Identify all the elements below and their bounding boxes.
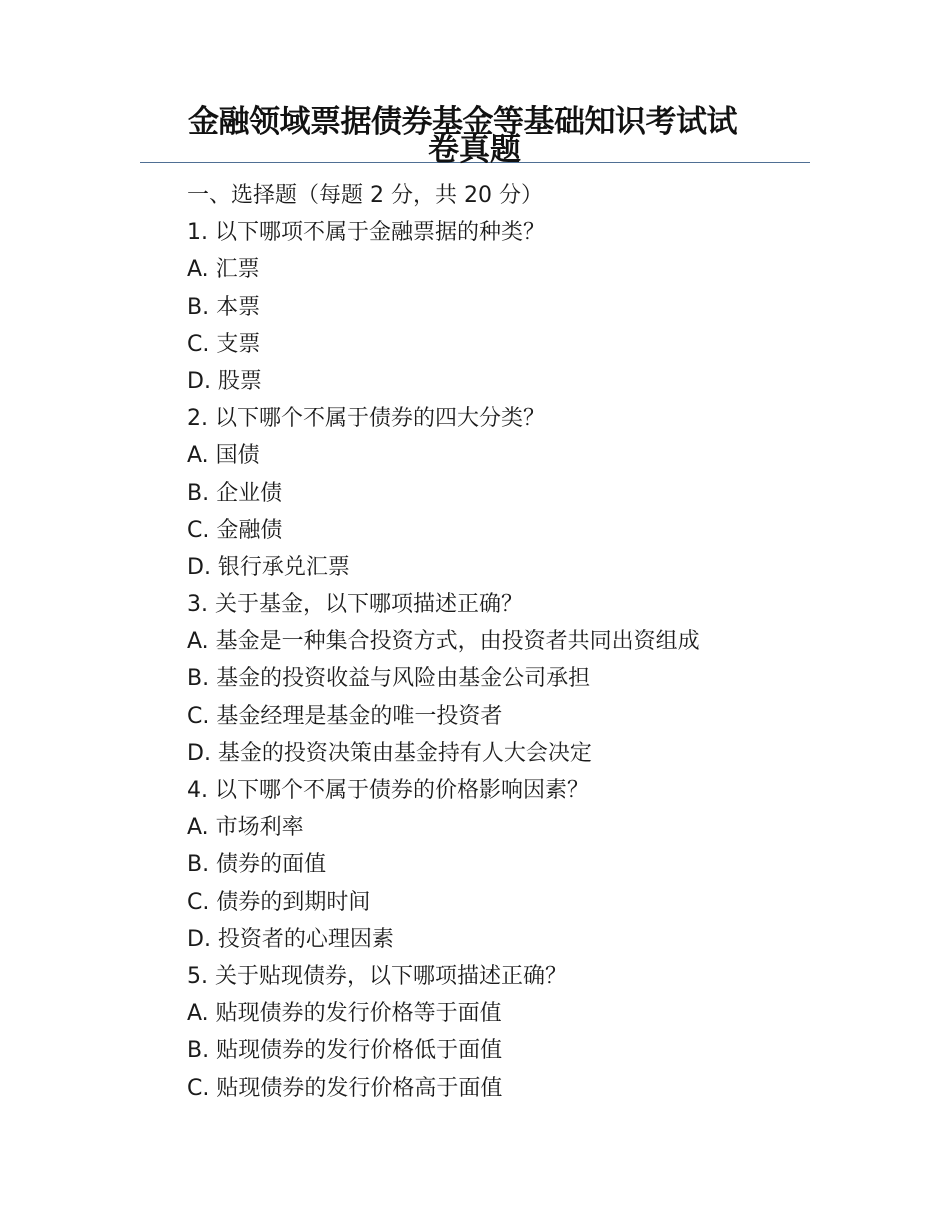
question-1-option-b: B. 本票 bbox=[187, 294, 261, 320]
question-4-option-a: A. 市场利率 bbox=[187, 815, 304, 841]
question-1-option-d: D. 股票 bbox=[187, 368, 262, 394]
question-4-option-b: B. 债券的面值 bbox=[187, 852, 327, 878]
question-3-option-d: D. 基金的投资决策由基金持有人大会决定 bbox=[187, 740, 592, 766]
question-1: 1. 以下哪项不属于金融票据的种类？ bbox=[187, 220, 545, 246]
question-3: 3. 关于基金，以下哪项描述正确？ bbox=[187, 592, 523, 618]
question-5-option-c: C. 贴现债券的发行价格高于面值 bbox=[187, 1075, 503, 1101]
question-4-option-d: D. 投资者的心理因素 bbox=[187, 926, 394, 952]
question-2-option-a: A. 国债 bbox=[187, 443, 260, 469]
question-5: 5. 关于贴现债券，以下哪项描述正确？ bbox=[187, 963, 567, 989]
question-5-option-b: B. 贴现债券的发行价格低于面值 bbox=[187, 1038, 503, 1064]
question-3-option-b: B. 基金的投资收益与风险由基金公司承担 bbox=[187, 666, 591, 692]
question-3-option-a: A. 基金是一种集合投资方式，由投资者共同出资组成 bbox=[187, 629, 700, 655]
question-4-option-c: C. 债券的到期时间 bbox=[187, 889, 371, 915]
title-block bbox=[140, 104, 810, 168]
question-2-option-c: C. 金融债 bbox=[187, 517, 283, 543]
question-1-option-a: A. 汇票 bbox=[187, 257, 260, 283]
question-2: 2. 以下哪个不属于债券的四大分类？ bbox=[187, 406, 545, 432]
question-4: 4. 以下哪个不属于债券的价格影响因素？ bbox=[187, 778, 589, 803]
question-2-option-d: D. 银行承兑汇票 bbox=[187, 554, 350, 580]
document-title: 金融领域票据债券基金等基础知识考试试 bbox=[188, 104, 737, 140]
question-1-option-c: C. 支票 bbox=[187, 331, 261, 357]
question-2-option-b: B. 企业债 bbox=[187, 480, 283, 506]
question-5-option-a: A. 贴现债券的发行价格等于面值 bbox=[187, 1001, 502, 1027]
document-title-overflow: 卷真题 bbox=[428, 132, 521, 168]
document-body bbox=[187, 177, 827, 1107]
section-heading: 一、选择题（每题 2 分，共 20 分） bbox=[187, 183, 543, 208]
question-3-option-c: C. 基金经理是基金的唯一投资者 bbox=[187, 703, 503, 729]
